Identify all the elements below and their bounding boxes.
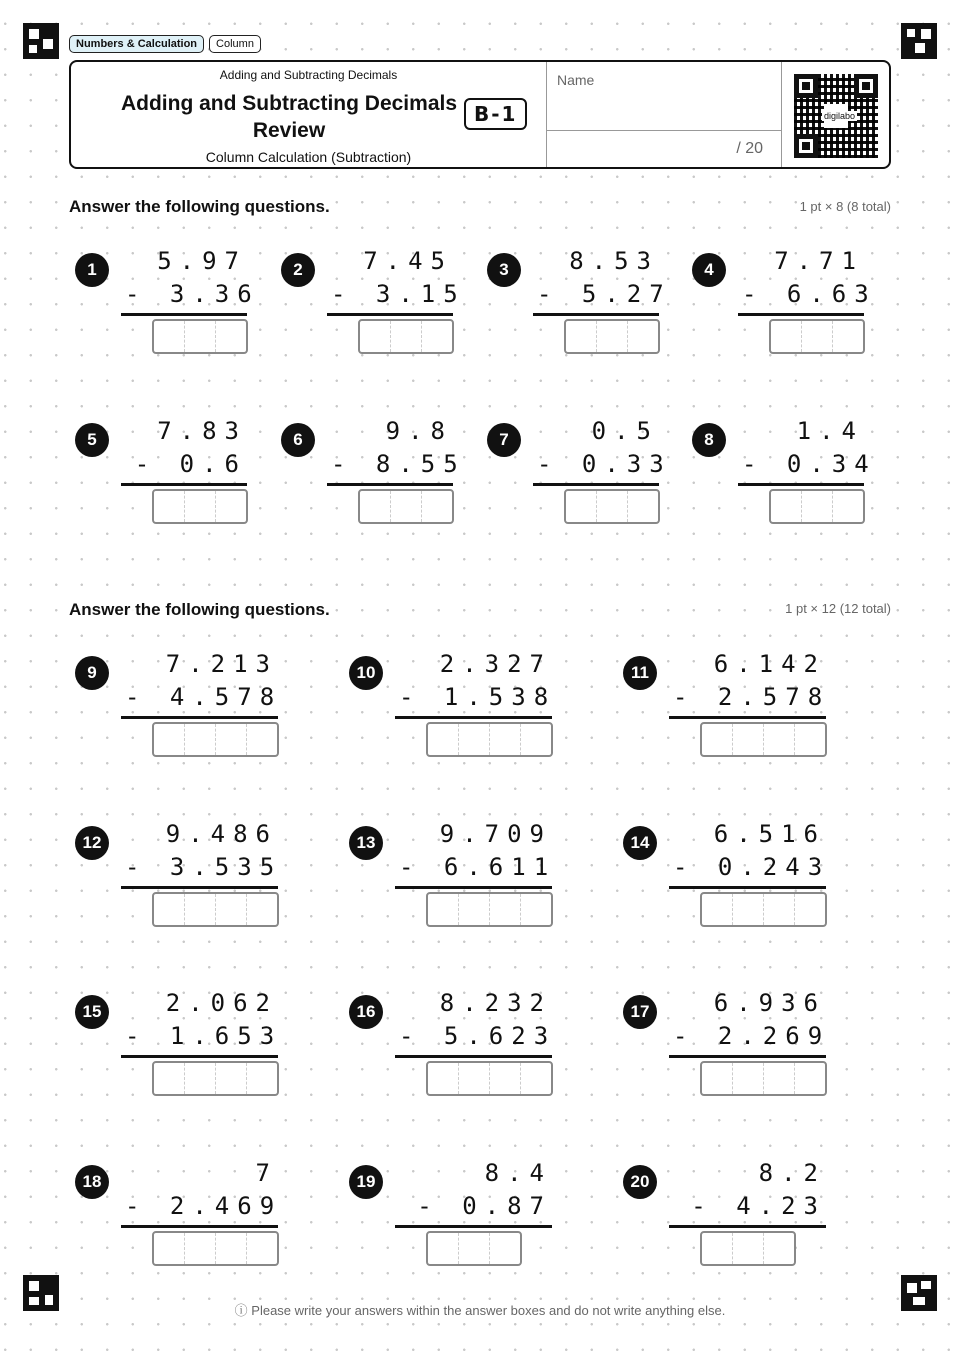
- minuend: 8.4: [484, 1159, 552, 1187]
- answer-digit-cell[interactable]: [802, 491, 833, 522]
- subtrahend: - 2.578: [673, 683, 831, 711]
- problem-number-badge: 13: [349, 826, 383, 860]
- subtrahend: - 0.6: [134, 450, 247, 478]
- answer-box[interactable]: [700, 892, 827, 927]
- answer-digit-cell[interactable]: [490, 724, 521, 755]
- minuend: 6.516: [713, 820, 826, 848]
- answer-digit-cell[interactable]: [154, 1233, 185, 1264]
- sum-rule: [738, 313, 864, 316]
- answer-digit-cell[interactable]: [247, 894, 277, 925]
- subtrahend: - 0.33: [537, 450, 672, 478]
- worksheet-code: B-1: [464, 98, 527, 130]
- minuend: 0.5: [591, 417, 659, 445]
- problem-number-badge: 14: [623, 826, 657, 860]
- name-divider: [547, 130, 781, 131]
- minuend: 8.232: [439, 989, 552, 1017]
- answer-digit-cell[interactable]: [428, 1063, 459, 1094]
- answer-box[interactable]: [700, 722, 827, 757]
- answer-digit-cell[interactable]: [422, 491, 452, 522]
- answer-digit-cell[interactable]: [702, 724, 733, 755]
- page-title-line2: Review: [252, 119, 326, 142]
- answer-digit-cell[interactable]: [216, 894, 247, 925]
- subtrahend: - 8.55: [331, 450, 466, 478]
- problem-number-badge: 6: [281, 423, 315, 457]
- sum-rule: [395, 886, 552, 889]
- answer-digit-cell[interactable]: [521, 894, 551, 925]
- answer-digit-cell[interactable]: [771, 321, 802, 352]
- answer-digit-cell[interactable]: [628, 491, 658, 522]
- sum-rule: [121, 1055, 278, 1058]
- answer-digit-cell[interactable]: [733, 894, 764, 925]
- section1-points: 1 pt × 8 (8 total): [799, 199, 891, 214]
- minuend: 2.327: [439, 650, 552, 678]
- answer-digit-cell[interactable]: [566, 321, 597, 352]
- footer-note: ⓘ Please write your answers within the answer boxes and do not write anything else.: [234, 1303, 726, 1318]
- subtrahend: - 2.269: [673, 1022, 831, 1050]
- minuend: 7: [255, 1159, 278, 1187]
- minuend: 9.486: [165, 820, 278, 848]
- answer-box[interactable]: [769, 319, 865, 354]
- answer-digit-cell[interactable]: [154, 724, 185, 755]
- problem-number-badge: 4: [692, 253, 726, 287]
- sum-rule: [669, 716, 826, 719]
- page-title-line1: Adding and Subtracting Decimals: [120, 92, 458, 115]
- qr-label: digilabo: [824, 111, 856, 121]
- minuend: 9.709: [439, 820, 552, 848]
- name-label: Name: [557, 72, 595, 88]
- answer-box[interactable]: [152, 892, 279, 927]
- header-subtitle: Column Calculation (Subtraction): [205, 149, 412, 165]
- answer-digit-cell[interactable]: [764, 894, 795, 925]
- sum-rule: [395, 1055, 552, 1058]
- answer-digit-cell[interactable]: [154, 491, 185, 522]
- answer-digit-cell[interactable]: [154, 894, 185, 925]
- answer-digit-cell[interactable]: [216, 1233, 247, 1264]
- problem-number-badge: 10: [349, 656, 383, 690]
- name-score-block: [546, 62, 782, 167]
- answer-digit-cell[interactable]: [216, 491, 246, 522]
- problem-number-badge: 20: [623, 1165, 657, 1199]
- answer-digit-cell[interactable]: [185, 491, 216, 522]
- answer-digit-cell[interactable]: [833, 321, 863, 352]
- problem-number-badge: 7: [487, 423, 521, 457]
- answer-digit-cell[interactable]: [566, 491, 597, 522]
- answer-box[interactable]: [700, 1231, 796, 1266]
- section2-instruction: Answer the following questions.: [69, 600, 330, 619]
- qr-block: [782, 62, 889, 167]
- minuend: 1.4: [796, 417, 864, 445]
- subtrahend: - 1.538: [399, 683, 557, 711]
- minuend: 6.142: [713, 650, 826, 678]
- minuend: 7.213: [165, 650, 278, 678]
- problem-number-badge: 8: [692, 423, 726, 457]
- answer-digit-cell[interactable]: [733, 724, 764, 755]
- answer-digit-cell[interactable]: [795, 724, 825, 755]
- sum-rule: [738, 483, 864, 486]
- answer-digit-cell[interactable]: [764, 724, 795, 755]
- answer-digit-cell[interactable]: [459, 1233, 490, 1264]
- subtrahend: - 6.611: [399, 853, 557, 881]
- subtrahend: - 0.34: [742, 450, 877, 478]
- sum-rule: [121, 483, 247, 486]
- answer-digit-cell[interactable]: [702, 1233, 733, 1264]
- subtrahend: - 1.653: [125, 1022, 283, 1050]
- answer-digit-cell[interactable]: [154, 1063, 185, 1094]
- sum-rule: [669, 1225, 826, 1228]
- answer-box[interactable]: [152, 1061, 279, 1096]
- answer-digit-cell[interactable]: [733, 1233, 764, 1264]
- answer-digit-cell[interactable]: [597, 491, 628, 522]
- answer-box[interactable]: [426, 892, 553, 927]
- minuend: 7.71: [774, 247, 864, 275]
- answer-digit-cell[interactable]: [391, 321, 422, 352]
- answer-digit-cell[interactable]: [459, 724, 490, 755]
- answer-digit-cell[interactable]: [247, 1063, 277, 1094]
- header-supertitle: Adding and Subtracting Decimals: [219, 68, 398, 82]
- sum-rule: [121, 313, 247, 316]
- answer-digit-cell[interactable]: [247, 1233, 277, 1264]
- problem-number-badge: 19: [349, 1165, 383, 1199]
- answer-digit-cell[interactable]: [795, 894, 825, 925]
- answer-digit-cell[interactable]: [628, 321, 658, 352]
- problem-number-badge: 17: [623, 995, 657, 1029]
- answer-box[interactable]: [152, 319, 248, 354]
- subtrahend: - 3.36: [125, 280, 260, 308]
- subtrahend: - 4.578: [125, 683, 283, 711]
- minuend: 7.83: [157, 417, 247, 445]
- answer-digit-cell[interactable]: [459, 894, 490, 925]
- answer-box[interactable]: [426, 1231, 522, 1266]
- answer-digit-cell[interactable]: [490, 1233, 520, 1264]
- answer-box[interactable]: [564, 319, 660, 354]
- corner-marker-top-left: [23, 23, 59, 59]
- subtrahend: - 3.535: [125, 853, 283, 881]
- answer-digit-cell[interactable]: [216, 724, 247, 755]
- answer-digit-cell[interactable]: [360, 491, 391, 522]
- answer-box[interactable]: [426, 722, 553, 757]
- answer-digit-cell[interactable]: [428, 724, 459, 755]
- problem-number-badge: 15: [75, 995, 109, 1029]
- answer-box[interactable]: [152, 1231, 279, 1266]
- answer-box[interactable]: [152, 722, 279, 757]
- minuend: 2.062: [165, 989, 278, 1017]
- answer-digit-cell[interactable]: [428, 894, 459, 925]
- problem-number-badge: 16: [349, 995, 383, 1029]
- minuend: 8.2: [758, 1159, 826, 1187]
- answer-box[interactable]: [358, 319, 454, 354]
- answer-digit-cell[interactable]: [521, 1063, 551, 1094]
- subtrahend: - 0.87: [417, 1192, 552, 1220]
- problem-number-badge: 3: [487, 253, 521, 287]
- subtrahend: - 3.15: [331, 280, 466, 308]
- answer-digit-cell[interactable]: [185, 321, 216, 352]
- worksheet-header: [69, 60, 891, 169]
- sum-rule: [121, 886, 278, 889]
- answer-digit-cell[interactable]: [185, 1063, 216, 1094]
- minuend: 5.97: [157, 247, 247, 275]
- answer-digit-cell[interactable]: [733, 1063, 764, 1094]
- answer-box[interactable]: [769, 489, 865, 524]
- subtrahend: - 2.469: [125, 1192, 283, 1220]
- answer-box[interactable]: [700, 1061, 827, 1096]
- subtrahend: - 6.63: [742, 280, 877, 308]
- sum-rule: [395, 1225, 552, 1228]
- problem-number-badge: 9: [75, 656, 109, 690]
- problem-number-badge: 5: [75, 423, 109, 457]
- answer-digit-cell[interactable]: [185, 1233, 216, 1264]
- answer-digit-cell[interactable]: [360, 321, 391, 352]
- section1-instruction: Answer the following questions.: [69, 197, 330, 216]
- answer-digit-cell[interactable]: [771, 491, 802, 522]
- answer-digit-cell[interactable]: [185, 724, 216, 755]
- answer-digit-cell[interactable]: [459, 1063, 490, 1094]
- section2-points: 1 pt × 12 (12 total): [785, 601, 891, 616]
- answer-digit-cell[interactable]: [702, 894, 733, 925]
- problem-number-badge: 1: [75, 253, 109, 287]
- subtrahend: - 5.27: [537, 280, 672, 308]
- answer-box[interactable]: [564, 489, 660, 524]
- answer-digit-cell[interactable]: [428, 1233, 459, 1264]
- minuend: 7.45: [363, 247, 453, 275]
- minuend: 6.936: [713, 989, 826, 1017]
- minuend: 8.53: [569, 247, 659, 275]
- answer-box[interactable]: [426, 1061, 553, 1096]
- answer-digit-cell[interactable]: [216, 321, 246, 352]
- answer-digit-cell[interactable]: [422, 321, 452, 352]
- answer-digit-cell[interactable]: [764, 1063, 795, 1094]
- minuend: 9.8: [385, 417, 453, 445]
- category-tags: [69, 35, 261, 53]
- subtrahend: - 4.23: [691, 1192, 826, 1220]
- problem-number-badge: 11: [623, 656, 657, 690]
- sum-rule: [533, 483, 659, 486]
- answer-digit-cell[interactable]: [185, 894, 216, 925]
- sum-rule: [121, 1225, 278, 1228]
- answer-digit-cell[interactable]: [833, 491, 863, 522]
- problem-number-badge: 12: [75, 826, 109, 860]
- answer-digit-cell[interactable]: [154, 321, 185, 352]
- answer-digit-cell[interactable]: [490, 1063, 521, 1094]
- answer-digit-cell[interactable]: [795, 1063, 825, 1094]
- page-title: [89, 90, 489, 144]
- tag-category: Numbers & Calculation: [69, 35, 204, 53]
- sum-rule: [669, 1055, 826, 1058]
- header-title-block: [71, 62, 546, 167]
- answer-digit-cell[interactable]: [247, 724, 277, 755]
- sum-rule: [327, 483, 453, 486]
- problem-number-badge: 2: [281, 253, 315, 287]
- problem-number-badge: 18: [75, 1165, 109, 1199]
- qr-code-icon: [794, 74, 878, 158]
- sum-rule: [395, 716, 552, 719]
- subtrahend: - 5.623: [399, 1022, 557, 1050]
- answer-digit-cell[interactable]: [521, 724, 551, 755]
- sum-rule: [669, 886, 826, 889]
- score-field: / 20: [736, 140, 763, 157]
- subtrahend: - 0.243: [673, 853, 831, 881]
- answer-box[interactable]: [358, 489, 454, 524]
- answer-digit-cell[interactable]: [216, 1063, 247, 1094]
- answer-digit-cell[interactable]: [802, 321, 833, 352]
- sum-rule: [121, 716, 278, 719]
- answer-digit-cell[interactable]: [702, 1063, 733, 1094]
- answer-digit-cell[interactable]: [391, 491, 422, 522]
- corner-marker-top-right: [901, 23, 937, 59]
- sum-rule: [327, 313, 453, 316]
- answer-digit-cell[interactable]: [490, 894, 521, 925]
- answer-box[interactable]: [152, 489, 248, 524]
- tag-type: Column: [209, 35, 261, 53]
- answer-digit-cell[interactable]: [597, 321, 628, 352]
- answer-digit-cell[interactable]: [764, 1233, 794, 1264]
- sum-rule: [533, 313, 659, 316]
